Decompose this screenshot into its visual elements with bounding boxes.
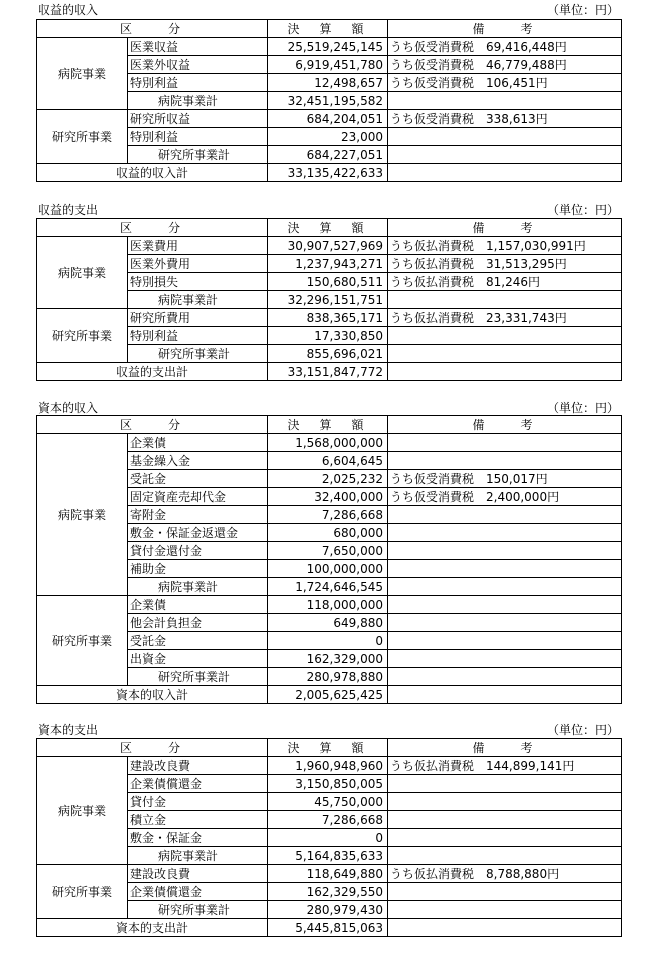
section-title: 収益的収入 — [38, 3, 99, 17]
note — [388, 327, 622, 345]
unit-label: （単位：円） — [546, 723, 619, 737]
amount: 118,649,880 — [268, 865, 388, 883]
header-row — [37, 219, 622, 237]
table-row — [37, 309, 622, 327]
note: うち仮払消費税 144,899,141円 — [388, 757, 622, 775]
note: うち仮払消費税 1,157,030,991円 — [388, 237, 622, 255]
item-label: 特別利益 — [128, 74, 268, 92]
note — [388, 829, 622, 847]
amount: 838,365,171 — [268, 309, 388, 327]
item-label: 貸付金 — [128, 793, 268, 811]
item-label: 出資金 — [128, 650, 268, 668]
note — [388, 542, 622, 560]
item-label: 積立金 — [128, 811, 268, 829]
item-label: 受託金 — [128, 470, 268, 488]
total-row — [37, 363, 622, 381]
note — [388, 614, 622, 632]
group-name: 研究所事業 — [37, 865, 128, 919]
amount: 684,204,051 — [268, 110, 388, 128]
amount: 25,519,245,145 — [268, 38, 388, 56]
subtotal-label: 研究所事業計 — [128, 345, 268, 363]
amount: 12,498,657 — [268, 74, 388, 92]
total-amount: 33,135,422,633 — [268, 164, 388, 182]
subtotal-label: 病院事業計 — [128, 291, 268, 309]
item-label: 企業債償還金 — [128, 775, 268, 793]
amount: 32,400,000 — [268, 488, 388, 506]
amount: 6,919,451,780 — [268, 56, 388, 74]
amount: 1,568,000,000 — [268, 434, 388, 452]
amount: 0 — [268, 632, 388, 650]
note — [388, 811, 622, 829]
amount: 3,150,850,005 — [268, 775, 388, 793]
header-amount: 決 算 額 — [268, 20, 388, 38]
item-label: 貸付金還付金 — [128, 542, 268, 560]
note — [388, 434, 622, 452]
header-category: 区 分 — [37, 20, 268, 38]
note: うち仮払消費税 81,246円 — [388, 273, 622, 291]
header-remarks: 備 考 — [388, 739, 622, 757]
header-amount: 決 算 額 — [268, 739, 388, 757]
amount: 7,650,000 — [268, 542, 388, 560]
item-label: 建設改良費 — [128, 757, 268, 775]
subtotal-label: 病院事業計 — [128, 578, 268, 596]
amount: 100,000,000 — [268, 560, 388, 578]
header-row — [37, 20, 622, 38]
amount: 1,237,943,271 — [268, 255, 388, 273]
item-label: 企業債 — [128, 596, 268, 614]
total-label: 資本的収入計 — [37, 686, 268, 704]
amount: 6,604,645 — [268, 452, 388, 470]
section-title: 資本的支出 — [38, 723, 99, 737]
subtotal-amount: 855,696,021 — [268, 345, 388, 363]
item-label: 医業外収益 — [128, 56, 268, 74]
amount: 1,960,948,960 — [268, 757, 388, 775]
header-remarks: 備 考 — [388, 219, 622, 237]
amount: 118,000,000 — [268, 596, 388, 614]
note — [388, 650, 622, 668]
amount: 680,000 — [268, 524, 388, 542]
total-label: 収益的収入計 — [37, 164, 268, 182]
total-row — [37, 164, 622, 182]
header-amount: 決 算 額 — [268, 219, 388, 237]
item-label: 固定資産売却代金 — [128, 488, 268, 506]
amount: 2,025,232 — [268, 470, 388, 488]
header-category: 区 分 — [37, 739, 268, 757]
note — [388, 128, 622, 146]
subtotal-amount: 32,451,195,582 — [268, 92, 388, 110]
note: うち仮受消費税 2,400,000円 — [388, 488, 622, 506]
amount: 30,907,527,969 — [268, 237, 388, 255]
item-label: 特別利益 — [128, 327, 268, 345]
group-name: 病院事業 — [37, 757, 128, 865]
subtotal-label: 病院事業計 — [128, 847, 268, 865]
total-label: 資本的支出計 — [37, 919, 268, 937]
group-name: 研究所事業 — [37, 309, 128, 363]
capital-expense-table — [36, 738, 622, 937]
note — [388, 596, 622, 614]
amount: 7,286,668 — [268, 811, 388, 829]
amount: 649,880 — [268, 614, 388, 632]
subtotal-label: 研究所事業計 — [128, 901, 268, 919]
note: うち仮受消費税 69,416,448円 — [388, 38, 622, 56]
note — [388, 524, 622, 542]
group-name: 研究所事業 — [37, 596, 128, 686]
total-row — [37, 686, 622, 704]
item-label: 特別利益 — [128, 128, 268, 146]
total-label: 収益的支出計 — [37, 363, 268, 381]
item-label: 敷金・保証金返還金 — [128, 524, 268, 542]
amount: 7,286,668 — [268, 506, 388, 524]
total-amount: 2,005,625,425 — [268, 686, 388, 704]
note: うち仮払消費税 8,788,880円 — [388, 865, 622, 883]
note: うち仮受消費税 150,017円 — [388, 470, 622, 488]
note: うち仮受消費税 106,451円 — [388, 74, 622, 92]
subtotal-amount: 684,227,051 — [268, 146, 388, 164]
note — [388, 632, 622, 650]
subtotal-label: 病院事業計 — [128, 92, 268, 110]
note: うち仮払消費税 31,513,295円 — [388, 255, 622, 273]
unit-label: （単位：円） — [546, 3, 619, 17]
group-name: 病院事業 — [37, 237, 128, 309]
note: うち仮受消費税 338,613円 — [388, 110, 622, 128]
section-title: 資本的収入 — [38, 401, 99, 415]
item-label: 建設改良費 — [128, 865, 268, 883]
header-amount: 決 算 額 — [268, 416, 388, 434]
item-label: 研究所収益 — [128, 110, 268, 128]
subtotal-label: 研究所事業計 — [128, 668, 268, 686]
subtotal-label: 研究所事業計 — [128, 146, 268, 164]
capital-income-table — [36, 415, 622, 704]
amount: 23,000 — [268, 128, 388, 146]
amount: 45,750,000 — [268, 793, 388, 811]
subtotal-amount: 280,978,880 — [268, 668, 388, 686]
amount: 17,330,850 — [268, 327, 388, 345]
table-row — [37, 865, 622, 883]
header-category: 区 分 — [37, 219, 268, 237]
amount: 150,680,511 — [268, 273, 388, 291]
note — [388, 775, 622, 793]
table-row — [37, 596, 622, 614]
note — [388, 560, 622, 578]
header-category: 区 分 — [37, 416, 268, 434]
unit-label: （単位：円） — [546, 203, 619, 217]
subtotal-amount: 1,724,646,545 — [268, 578, 388, 596]
section-title: 収益的支出 — [38, 203, 99, 217]
item-label: 受託金 — [128, 632, 268, 650]
amount: 162,329,000 — [268, 650, 388, 668]
total-amount: 5,445,815,063 — [268, 919, 388, 937]
amount: 0 — [268, 829, 388, 847]
note — [388, 793, 622, 811]
item-label: 企業債 — [128, 434, 268, 452]
item-label: 医業外費用 — [128, 255, 268, 273]
header-remarks: 備 考 — [388, 20, 622, 38]
note — [388, 506, 622, 524]
header-row — [37, 416, 622, 434]
item-label: 補助金 — [128, 560, 268, 578]
total-row — [37, 919, 622, 937]
revenue-income-table — [36, 19, 622, 182]
amount: 162,329,550 — [268, 883, 388, 901]
table-row — [37, 434, 622, 452]
revenue-expense-table — [36, 218, 622, 381]
subtotal-amount: 32,296,151,751 — [268, 291, 388, 309]
item-label: 敷金・保証金 — [128, 829, 268, 847]
note: うち仮受消費税 46,779,488円 — [388, 56, 622, 74]
item-label: 特別損失 — [128, 273, 268, 291]
table-row — [37, 38, 622, 56]
item-label: 他会計負担金 — [128, 614, 268, 632]
subtotal-amount: 5,164,835,633 — [268, 847, 388, 865]
subtotal-amount: 280,979,430 — [268, 901, 388, 919]
group-name: 研究所事業 — [37, 110, 128, 164]
item-label: 医業収益 — [128, 38, 268, 56]
unit-label: （単位：円） — [546, 401, 619, 415]
total-amount: 33,151,847,772 — [268, 363, 388, 381]
table-row — [37, 110, 622, 128]
item-label: 研究所費用 — [128, 309, 268, 327]
item-label: 基金繰入金 — [128, 452, 268, 470]
group-name: 病院事業 — [37, 38, 128, 110]
item-label: 寄附金 — [128, 506, 268, 524]
note — [388, 883, 622, 901]
note — [388, 452, 622, 470]
group-name: 病院事業 — [37, 434, 128, 596]
table-row — [37, 237, 622, 255]
header-row — [37, 739, 622, 757]
item-label: 医業費用 — [128, 237, 268, 255]
note: うち仮払消費税 23,331,743円 — [388, 309, 622, 327]
header-remarks: 備 考 — [388, 416, 622, 434]
table-row — [37, 757, 622, 775]
item-label: 企業債償還金 — [128, 883, 268, 901]
